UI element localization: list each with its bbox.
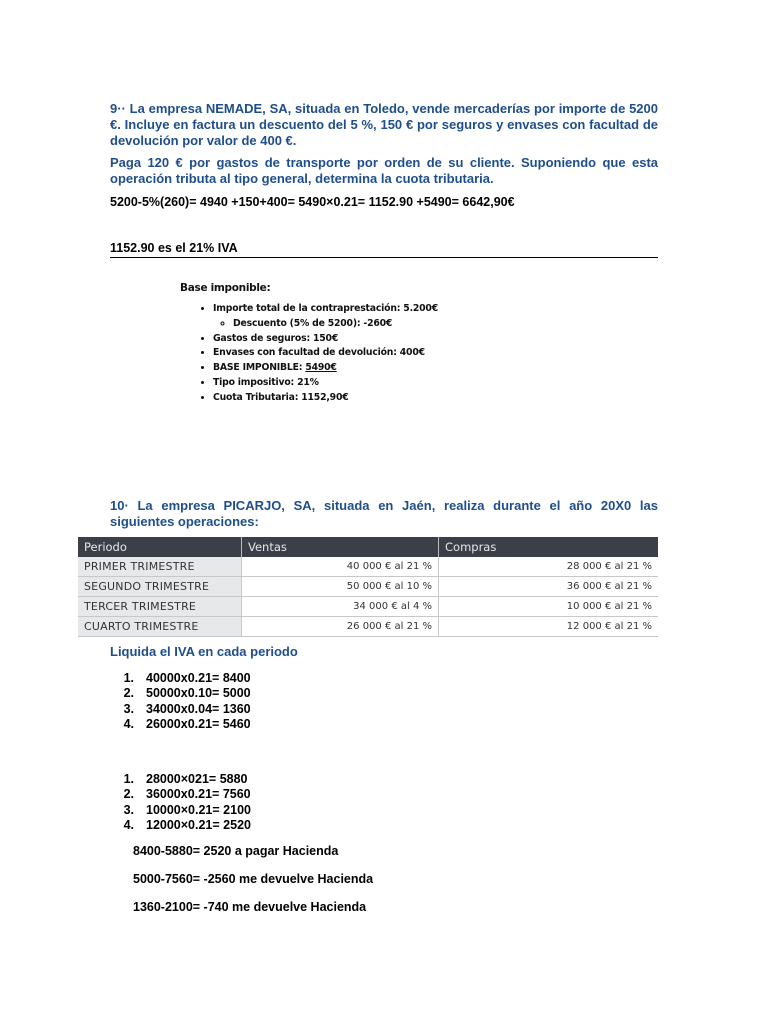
list-text: 34000x0.04= 1360 (146, 701, 251, 716)
list-item: • Envases con facultad de devolución: 400€ (213, 346, 438, 361)
compras-cell: 36 000 € al 21 % (439, 577, 659, 597)
sub-list (213, 317, 438, 332)
q10-statement: 10· La empresa PICARJO, SA, situada en Jaén, realiza durante el año 20X0 las siguientes operaciones: (110, 498, 658, 529)
list-item (110, 671, 251, 686)
ventas-cell: 26 000 € al 21 % (242, 617, 439, 637)
operations-table (78, 537, 658, 637)
list-text: 10000×0.21= 2100 (146, 802, 251, 817)
ventas-iva-list (110, 671, 251, 732)
list-number: 2. (123, 686, 134, 701)
list-text: 12000×0.21= 2520 (146, 817, 251, 832)
q9-iva-note: 1152.90 es el 21% IVA (110, 241, 658, 258)
q9-calculation: 5200-5%(260)= 4940 +150+400= 5490×0.21= 1152.90 +5490= 6642,90€ (110, 195, 515, 209)
q9-statement: 9·· La empresa NEMADE, SA, situada en Toledo, vende mercaderías por importe de 5200 €. Incluye en factura un descuento del 5 %, 150 € por seguros y envases con facultad de devolución por valor de 400 €. (110, 101, 658, 148)
list-item-label: BASE IMPONIBLE: (213, 362, 306, 374)
ventas-cell: 34 000 € al 4 % (242, 597, 439, 617)
table-row (78, 577, 658, 597)
list-item (213, 302, 438, 332)
ventas-cell: 50 000 € al 10 % (242, 577, 439, 597)
compras-cell: 28 000 € al 21 % (439, 557, 659, 577)
period-cell: CUARTO TRIMESTRE (78, 617, 242, 637)
list-item (110, 818, 251, 833)
base-imponible-list (180, 302, 438, 406)
compras-cell: 10 000 € al 21 % (439, 597, 659, 617)
compras-iva-list (110, 772, 251, 833)
list-item: ◦ Descuento (5% de 5200): -260€ (233, 317, 438, 332)
period-cell: SEGUNDO TRIMESTRE (78, 577, 242, 597)
list-number: 3. (123, 701, 134, 716)
list-number: 2. (123, 787, 134, 802)
result-line: 1360-2100= -740 me devuelve Hacienda (133, 900, 367, 914)
list-item-text: Importe total de la contraprestación: 5.200€ (213, 303, 438, 314)
base-imponible-title: Base imponible: (180, 282, 271, 294)
table-row (78, 557, 658, 577)
q9-statement-continued: Paga 120 € por gastos de transporte por orden de su cliente. Suponiendo que esta operación tributa al tipo general, determina la cuota tributaria. (110, 155, 658, 186)
result-line: 5000-7560= -2560 me devuelve Hacienda (133, 872, 374, 886)
list-item: • Tipo impositivo: 21% (213, 376, 438, 391)
period-cell: TERCER TRIMESTRE (78, 597, 242, 617)
list-item (110, 803, 251, 818)
table-row (78, 617, 658, 637)
list-item (110, 702, 251, 717)
list-text: 40000x0.21= 8400 (146, 671, 251, 685)
list-item (110, 772, 251, 787)
list-number: 3. (123, 802, 134, 817)
list-text: 28000×021= 5880 (146, 772, 248, 786)
list-text: 26000x0.21= 5460 (146, 716, 251, 731)
list-number: 1. (123, 772, 134, 786)
list-number: 1. (123, 671, 134, 685)
list-item (110, 686, 251, 701)
column-header: Periodo (78, 537, 242, 557)
column-header: Ventas (242, 537, 439, 557)
column-header: Compras (439, 537, 659, 557)
list-item: • Gastos de seguros: 150€ (213, 332, 438, 347)
period-cell: PRIMER TRIMESTRE (78, 557, 242, 577)
compras-cell: 12 000 € al 21 % (439, 617, 659, 637)
base-imponible-box (180, 282, 438, 406)
list-item (110, 717, 251, 732)
q10-task: Liquida el IVA en cada periodo (110, 644, 298, 659)
table-header-row (78, 537, 658, 557)
list-text: 36000x0.21= 7560 (146, 787, 251, 802)
list-item: • Cuota Tributaria: 1152,90€ (213, 391, 438, 406)
ventas-cell: 40 000 € al 21 % (242, 557, 439, 577)
list-number: 4. (123, 817, 134, 832)
list-text: 50000x0.10= 5000 (146, 686, 251, 701)
result-line: 8400-5880= 2520 a pagar Hacienda (133, 844, 339, 858)
table-row (78, 597, 658, 617)
base-imponible-value: 5490€ (305, 362, 337, 374)
list-item (213, 361, 438, 376)
list-number: 4. (123, 716, 134, 731)
list-item (110, 787, 251, 802)
